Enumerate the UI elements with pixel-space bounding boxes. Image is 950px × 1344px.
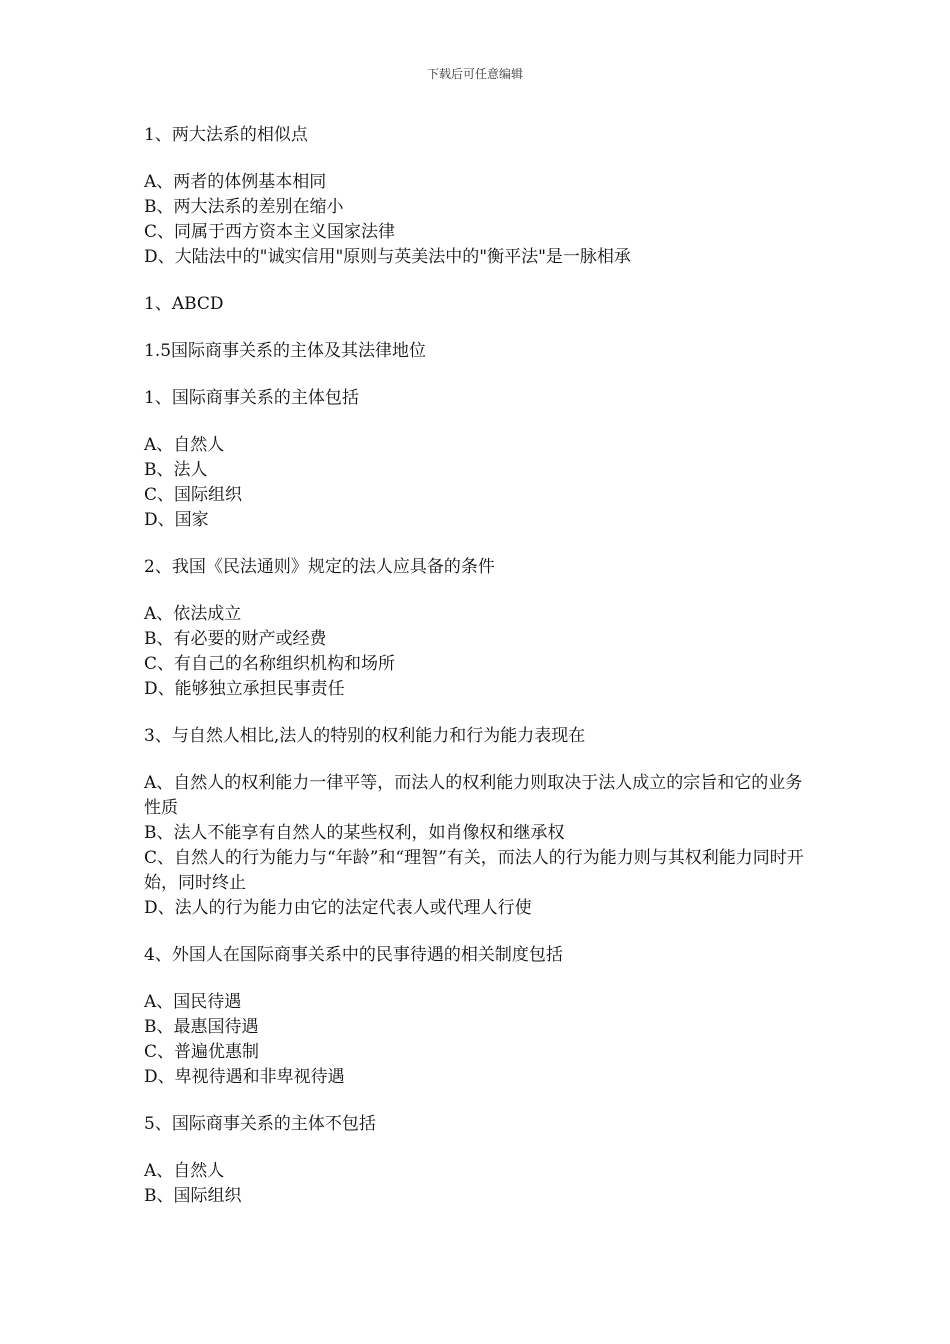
question-s5-title-block	[144, 1112, 814, 1137]
question-s3-title-block	[144, 724, 814, 749]
option-b: B、法人	[144, 460, 208, 480]
option-c: C、自然人的行为能力与“年龄”和“理智”有关，而法人的行为能力则与其权利能力同时开始，同时终止	[144, 848, 804, 893]
option-c: C、国际组织	[144, 485, 243, 505]
question-title: 2、我国《民法通则》规定的法人应具备的条件	[144, 557, 495, 577]
question-title: 3、与自然人相比,法人的特别的权利能力和行为能力表现在	[144, 726, 586, 746]
question-s1-title-block	[144, 386, 814, 411]
question-s4-options	[144, 990, 814, 1090]
option-b: B、国际组织	[144, 1186, 242, 1206]
question-s5-options	[144, 1159, 814, 1209]
question-s4-title-block	[144, 943, 814, 968]
question-title: 4、外国人在国际商事关系中的民事待遇的相关制度包括	[144, 945, 563, 965]
question-1-options	[144, 170, 814, 270]
question-s3-options	[144, 771, 814, 921]
answer-line: 1、ABCD	[144, 294, 224, 314]
section-heading: 1.5国际商事关系的主体及其法律地位	[144, 341, 427, 361]
question-1-title-block	[144, 123, 814, 148]
question-s2-options	[144, 602, 814, 702]
question-title: 1、两大法系的相似点	[144, 125, 308, 145]
option-b: B、两大法系的差别在缩小	[144, 197, 344, 217]
question-s2-title-block	[144, 555, 814, 580]
answer-block	[144, 292, 814, 317]
option-a: A、自然人	[144, 1161, 225, 1181]
option-b: B、法人不能享有自然人的某些权利，如肖像权和继承权	[144, 823, 565, 843]
option-a: A、国民待遇	[144, 992, 242, 1012]
option-d: D、能够独立承担民事责任	[144, 679, 345, 699]
option-a: A、两者的体例基本相同	[144, 172, 327, 192]
page-header: 下载后可任意编辑	[426, 67, 523, 81]
question-title: 5、国际商事关系的主体不包括	[144, 1114, 376, 1134]
option-c: C、同属于西方资本主义国家法律	[144, 222, 396, 242]
question-s1-options	[144, 433, 814, 533]
question-title: 1、国际商事关系的主体包括	[144, 388, 359, 408]
section-heading-block	[144, 339, 814, 364]
option-a: A、自然人	[144, 435, 225, 455]
option-a: A、自然人的权利能力一律平等，而法人的权利能力则取决于法人成立的宗旨和它的业务性质	[144, 773, 803, 818]
option-d: D、卑视待遇和非卑视待遇	[144, 1067, 345, 1087]
option-d: D、大陆法中的"诚实信用"原则与英美法中的"衡平法"是一脉相承	[144, 247, 631, 267]
option-c: C、有自己的名称组织机构和场所	[144, 654, 396, 674]
option-b: B、有必要的财产或经费	[144, 629, 327, 649]
option-b: B、最惠国待遇	[144, 1017, 259, 1037]
option-d: D、法人的行为能力由它的法定代表人或代理人行使	[144, 898, 532, 918]
option-d: D、国家	[144, 510, 209, 530]
document-body	[144, 123, 814, 1231]
option-c: C、普遍优惠制	[144, 1042, 260, 1062]
option-a: A、依法成立	[144, 604, 242, 624]
